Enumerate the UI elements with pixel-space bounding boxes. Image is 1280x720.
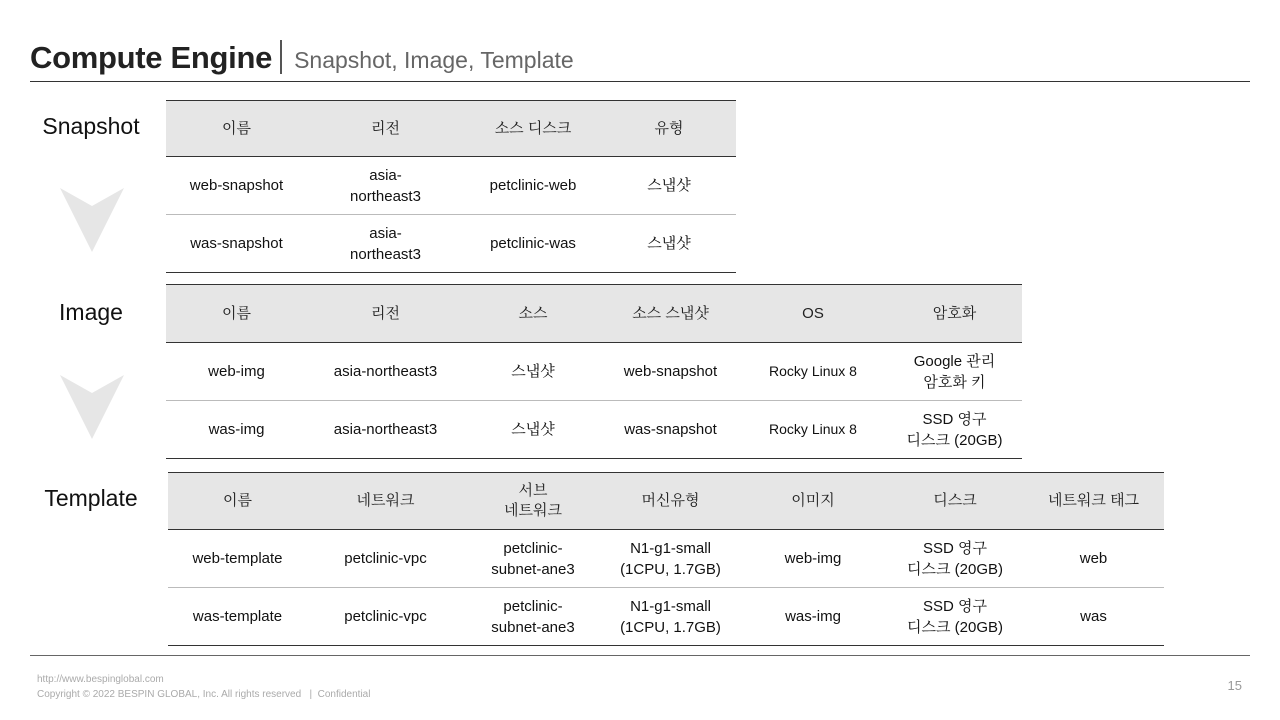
cell-source-disk: petclinic-was — [464, 215, 602, 273]
cell-disk: SSD 영구 디스크 (20GB) — [887, 588, 1023, 646]
table-header-row — [168, 473, 1164, 530]
header-network-tag: 네트워크 태그 — [1023, 473, 1164, 530]
cell-name: web-template — [168, 530, 307, 588]
cell-region: asia- northeast3 — [307, 157, 464, 215]
header-type: 유형 — [602, 101, 736, 157]
footer-copyright: Copyright © 2022 BESPIN GLOBAL, Inc. All rights reserved | Confidential — [37, 689, 371, 700]
cell-subnetwork: petclinic- subnet-ane3 — [464, 530, 602, 588]
header-image: 이미지 — [739, 473, 887, 530]
cell-network: petclinic-vpc — [307, 588, 464, 646]
table-row — [168, 588, 1164, 646]
page-title — [30, 34, 574, 76]
section-label-image: Image — [59, 299, 123, 325]
table-header-row — [166, 285, 1022, 343]
header-source: 소스 — [464, 285, 602, 343]
section-label-template: Template — [44, 485, 138, 511]
header-name: 이름 — [168, 473, 307, 530]
cell-machine-type: N1-g1-small (1CPU, 1.7GB) — [602, 588, 739, 646]
cell-os: Rocky Linux 8 — [739, 343, 887, 401]
cell-machine-type: N1-g1-small (1CPU, 1.7GB) — [602, 530, 739, 588]
table-row — [166, 157, 736, 215]
header-region: 리전 — [307, 101, 464, 157]
cell-type: 스냅샷 — [602, 215, 736, 273]
cell-region: asia-northeast3 — [307, 343, 464, 401]
title-subtitle: Snapshot, Image, Template — [294, 47, 574, 73]
cell-subnetwork: petclinic- subnet-ane3 — [464, 588, 602, 646]
cell-image: web-img — [739, 530, 887, 588]
cell-source-snapshot: was-snapshot — [602, 401, 739, 459]
header-name: 이름 — [166, 285, 307, 343]
flow-arrow-down-icon — [60, 375, 124, 439]
cell-network: petclinic-vpc — [307, 530, 464, 588]
top-divider — [30, 81, 1250, 82]
cell-network-tag: was — [1023, 588, 1164, 646]
cell-disk: SSD 영구 디스크 (20GB) — [887, 530, 1023, 588]
table-row — [166, 343, 1022, 401]
table-row — [166, 215, 736, 273]
table-row — [166, 401, 1022, 459]
cell-region: asia-northeast3 — [307, 401, 464, 459]
cell-name: was-template — [168, 588, 307, 646]
table-header-row — [166, 101, 736, 157]
header-machine-type: 머신유형 — [602, 473, 739, 530]
header-region: 리전 — [307, 285, 464, 343]
header-disk: 디스크 — [887, 473, 1023, 530]
cell-name: web-snapshot — [166, 157, 307, 215]
footer-url: http://www.bespinglobal.com — [37, 674, 164, 685]
cell-name: web-img — [166, 343, 307, 401]
image-table — [166, 284, 1022, 459]
cell-source: 스냅샷 — [464, 343, 602, 401]
cell-name: was-img — [166, 401, 307, 459]
section-label-snapshot: Snapshot — [42, 113, 140, 139]
flow-arrow-down-icon — [60, 188, 124, 252]
cell-name: was-snapshot — [166, 215, 307, 273]
cell-network-tag: web — [1023, 530, 1164, 588]
header-name: 이름 — [166, 101, 307, 157]
cell-image: was-img — [739, 588, 887, 646]
header-encryption: 암호화 — [887, 285, 1022, 343]
header-source-disk: 소스 디스크 — [464, 101, 602, 157]
cell-source: 스냅샷 — [464, 401, 602, 459]
snapshot-table — [166, 100, 736, 273]
cell-type: 스냅샷 — [602, 157, 736, 215]
table-row — [168, 530, 1164, 588]
template-table — [168, 472, 1164, 646]
cell-source-snapshot: web-snapshot — [602, 343, 739, 401]
header-network: 네트워크 — [307, 473, 464, 530]
title-main: Compute Engine — [30, 40, 273, 75]
bottom-divider — [30, 655, 1250, 656]
header-subnetwork: 서브 네트워크 — [464, 473, 602, 530]
cell-encryption: Google 관리 암호화 키 — [887, 343, 1022, 401]
cell-region: asia- northeast3 — [307, 215, 464, 273]
cell-source-disk: petclinic-web — [464, 157, 602, 215]
header-source-snapshot: 소스 스냅샷 — [602, 285, 739, 343]
cell-encryption: SSD 영구 디스크 (20GB) — [887, 401, 1022, 459]
cell-os: Rocky Linux 8 — [739, 401, 887, 459]
title-separator — [280, 40, 282, 74]
header-os: OS — [739, 285, 887, 343]
page-number: 15 — [1227, 678, 1242, 693]
